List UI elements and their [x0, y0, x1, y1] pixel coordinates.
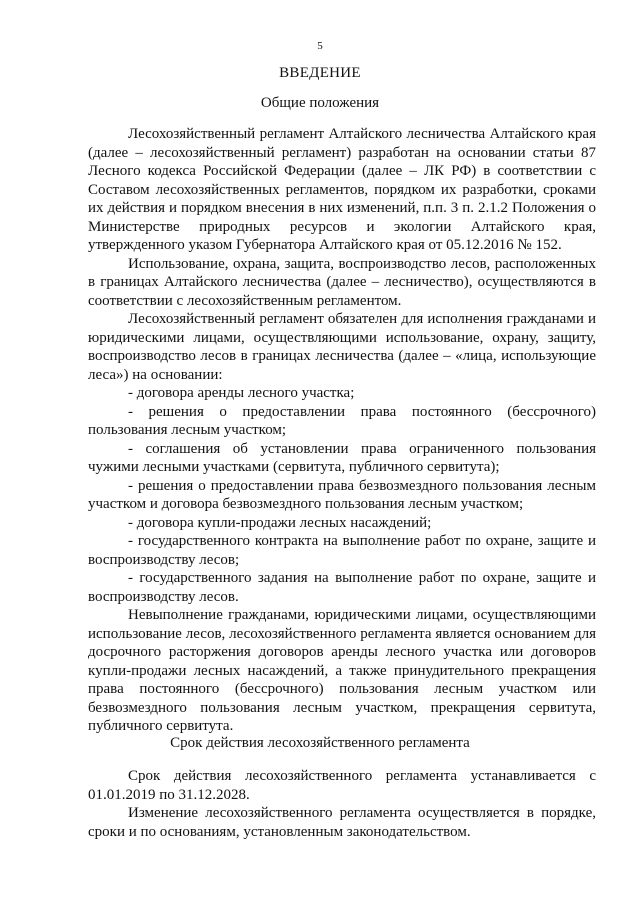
- page-number: 5: [317, 40, 323, 52]
- paragraph-amendment: Изменение лесохозяйственного регламента осуществляется в порядке, сроки и по основаниям, установленным законодательством.: [88, 805, 596, 840]
- paragraph-violation: Невыполнение гражданами, юридическими лицами, осуществляющими использование лесов, лесохозяйственного регламента является основанием для досрочного расторжения договоров аренды лесного участка или договоров купли-продажи лесных насаждений, а также принудительного прекращения права постоянного (бессрочного) пользования лесным участком или безвозмездного пользования лесным участком, прекращения сервитута, публичного сервитута.: [88, 607, 596, 734]
- list-item: - государственного контракта на выполнение работ по охране, защите и воспроизводству лесов;: [88, 533, 596, 568]
- section-body-validity: [88, 767, 596, 841]
- section-heading-general: Общие положения: [260, 95, 380, 111]
- document-title: ВВЕДЕНИЕ: [279, 65, 361, 81]
- list-item: - государственного задания на выполнение работ по охране, защите и воспроизводству лесов.: [88, 570, 596, 605]
- list-item: - договора купли-продажи лесных насаждений;: [128, 514, 432, 531]
- paragraph-obligation: Лесохозяйственный регламент обязателен для исполнения гражданами и юридическими лицами, осуществляющими использование, охрану, защиту, воспроизводство лесов в границах лесничества (далее – «лица, использующие леса») на основании:: [88, 311, 596, 383]
- paragraph-use: Использование, охрана, защита, воспроизводство лесов, расположенных в границах Алтайского лесничества (далее – лесничество), осуществляются в соответствии с лесохозяйственным регламентом.: [88, 255, 596, 309]
- list-item: - соглашения об установлении права ограниченного пользования чужими лесными участками (сервитута, публичного сервитута);: [88, 440, 596, 475]
- paragraph-validity-period: Срок действия лесохозяйственного регламента устанавливается с 01.01.2019 по 31.12.2028.: [88, 768, 596, 803]
- paragraph-intro: Лесохозяйственный регламент Алтайского лесничества Алтайского края (далее – лесохозяйственный регламент) разработан на основании статьи 87 Лесного кодекса Российской Федерации (далее – ЛК РФ) в соответствии с Составом лесохозяйственных регламентов, порядком их разработки, сроками их действия и порядком внесения в них изменений, п.п. 3 п. 2.1.2 Положения о Министерстве природных ресурсов и экологии Алтайского края, утвержденного указом Губернатора Алтайского края от 05.12.2016 № 152.: [88, 126, 596, 253]
- section-heading-validity: Срок действия лесохозяйственного регламента: [170, 735, 470, 751]
- list-item: - договора аренды лесного участка;: [128, 385, 355, 401]
- section-body-general: [88, 125, 596, 736]
- list-item: - решения о предоставлении права безвозмездного пользования лесным участком и договора безвозмездного пользования лесным участком;: [88, 477, 596, 512]
- list-item: - решения о предоставлении права постоянного (бессрочного) пользования лесным участком;: [88, 403, 596, 438]
